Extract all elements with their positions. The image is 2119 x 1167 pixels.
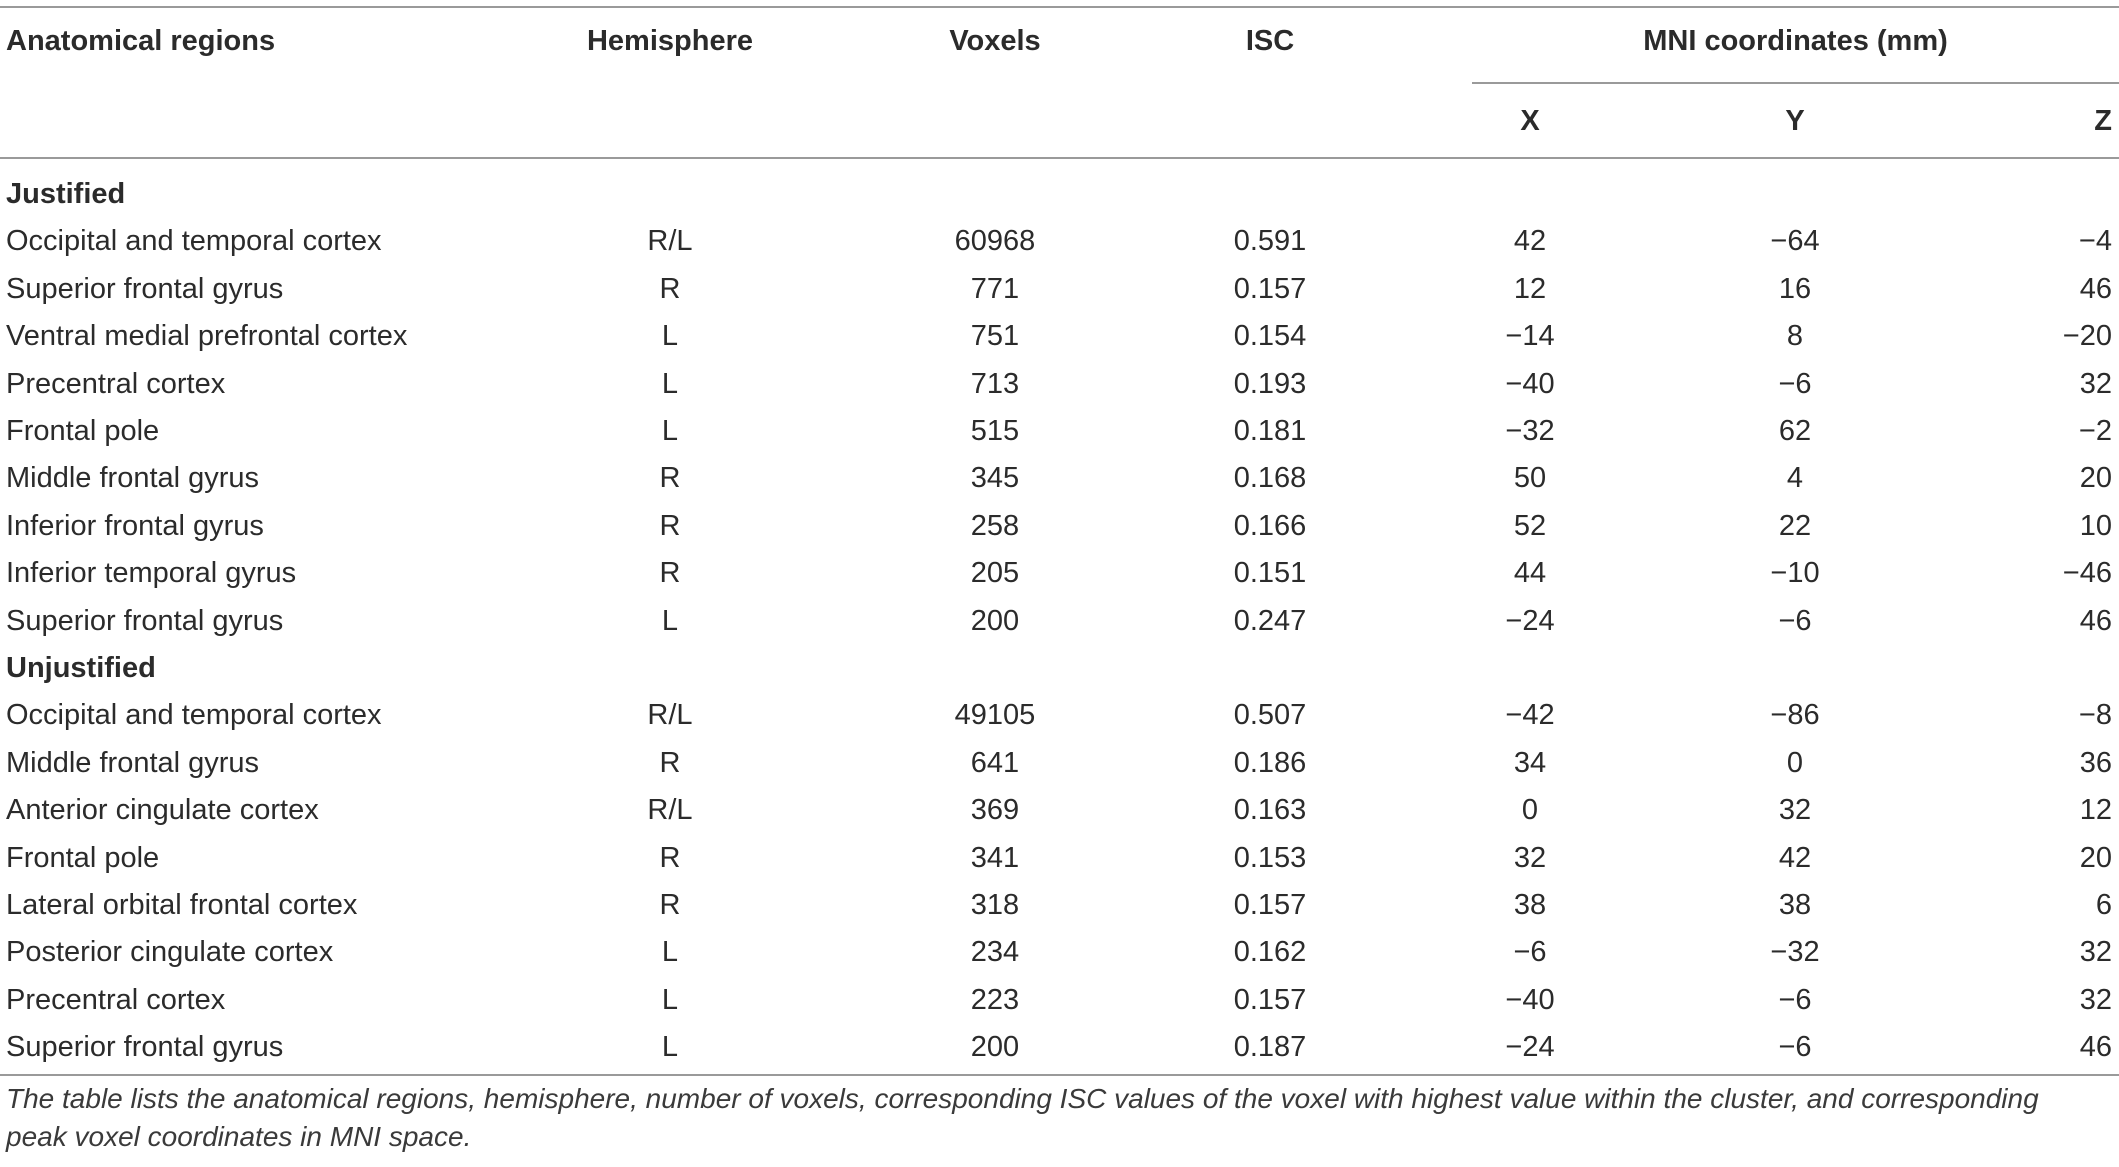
cell-y: −6 bbox=[1778, 1031, 1812, 1063]
cell-x: −32 bbox=[1505, 415, 1555, 447]
cell-y: −10 bbox=[1770, 557, 1820, 589]
cell-x: 42 bbox=[1513, 225, 1547, 257]
cell-voxels: 369 bbox=[970, 794, 1020, 826]
cell-hemisphere: L bbox=[661, 415, 679, 447]
cell-region: Inferior temporal gyrus bbox=[6, 557, 297, 589]
cell-y: 0 bbox=[1786, 747, 1804, 779]
cell-isc: 0.247 bbox=[1233, 605, 1307, 637]
header-isc: ISC bbox=[1245, 25, 1295, 57]
cell-voxels: 713 bbox=[970, 368, 1020, 400]
cell-region: Precentral cortex bbox=[6, 984, 226, 1016]
cell-isc: 0.157 bbox=[1233, 984, 1307, 1016]
cell-voxels: 205 bbox=[970, 557, 1020, 589]
cell-z: 32 bbox=[2079, 368, 2112, 400]
cell-z: 46 bbox=[2079, 605, 2112, 637]
section-title: Unjustified bbox=[6, 652, 156, 684]
header-z: Z bbox=[2094, 105, 2112, 137]
cell-hemisphere: R bbox=[659, 510, 681, 542]
table-bottom-rule bbox=[0, 1074, 2119, 1076]
cell-isc: 0.166 bbox=[1233, 510, 1307, 542]
cell-z: 46 bbox=[2079, 1031, 2112, 1063]
cell-hemisphere: L bbox=[661, 1031, 679, 1063]
cell-x: 50 bbox=[1513, 462, 1547, 494]
cell-isc: 0.157 bbox=[1233, 889, 1307, 921]
cell-region: Inferior frontal gyrus bbox=[6, 510, 264, 542]
cell-x: −14 bbox=[1505, 320, 1555, 352]
cell-region: Superior frontal gyrus bbox=[6, 1031, 284, 1063]
cell-x: 44 bbox=[1513, 557, 1547, 589]
cell-voxels: 641 bbox=[970, 747, 1020, 779]
cell-x: −24 bbox=[1505, 1031, 1555, 1063]
cell-hemisphere: R bbox=[659, 747, 681, 779]
cell-hemisphere: L bbox=[661, 936, 679, 968]
section-title: Justified bbox=[6, 178, 126, 210]
cell-voxels: 223 bbox=[970, 984, 1020, 1016]
cell-region: Occipital and temporal cortex bbox=[6, 225, 382, 257]
cell-hemisphere: L bbox=[661, 368, 679, 400]
cell-z: 10 bbox=[2079, 510, 2112, 542]
cell-x: 12 bbox=[1513, 273, 1547, 305]
cell-x: −6 bbox=[1513, 936, 1547, 968]
cell-y: −86 bbox=[1770, 699, 1820, 731]
cell-y: 42 bbox=[1778, 842, 1812, 874]
cell-y: 16 bbox=[1778, 273, 1812, 305]
mni-subheader-rule bbox=[1472, 82, 2119, 84]
header-bottom-rule bbox=[0, 157, 2119, 159]
cell-isc: 0.181 bbox=[1233, 415, 1307, 447]
cell-y: −64 bbox=[1770, 225, 1820, 257]
cell-region: Frontal pole bbox=[6, 842, 160, 874]
cell-isc: 0.153 bbox=[1233, 842, 1307, 874]
cell-y: −32 bbox=[1770, 936, 1820, 968]
cell-z: 20 bbox=[2079, 462, 2112, 494]
cell-hemisphere: L bbox=[661, 320, 679, 352]
cell-isc: 0.168 bbox=[1233, 462, 1307, 494]
cell-voxels: 200 bbox=[970, 1031, 1020, 1063]
cell-hemisphere: R bbox=[659, 273, 681, 305]
cell-isc: 0.193 bbox=[1233, 368, 1307, 400]
cell-y: 32 bbox=[1778, 794, 1812, 826]
cell-region: Superior frontal gyrus bbox=[6, 273, 284, 305]
cell-voxels: 515 bbox=[970, 415, 1020, 447]
cell-voxels: 345 bbox=[970, 462, 1020, 494]
cell-z: 32 bbox=[2079, 936, 2112, 968]
cell-region: Precentral cortex bbox=[6, 368, 226, 400]
cell-x: −24 bbox=[1505, 605, 1555, 637]
cell-y: 8 bbox=[1786, 320, 1804, 352]
cell-region: Middle frontal gyrus bbox=[6, 747, 260, 779]
cell-voxels: 200 bbox=[970, 605, 1020, 637]
header-y: Y bbox=[1785, 105, 1805, 137]
cell-y: 38 bbox=[1778, 889, 1812, 921]
cell-isc: 0.507 bbox=[1233, 699, 1307, 731]
cell-voxels: 60968 bbox=[954, 225, 1036, 257]
cell-y: 22 bbox=[1778, 510, 1812, 542]
cell-region: Middle frontal gyrus bbox=[6, 462, 260, 494]
cell-isc: 0.151 bbox=[1233, 557, 1307, 589]
cell-region: Superior frontal gyrus bbox=[6, 605, 284, 637]
table-caption: The table lists the anatomical regions, hemisphere, number of voxels, corresponding ISC values of the voxel with highest value within the cluster, and corresponding peak voxel coordinates in MNI space. bbox=[6, 1083, 2039, 1152]
cell-hemisphere: L bbox=[661, 984, 679, 1016]
cell-y: −6 bbox=[1778, 605, 1812, 637]
cell-x: 52 bbox=[1513, 510, 1547, 542]
cell-y: 4 bbox=[1786, 462, 1804, 494]
cell-voxels: 318 bbox=[970, 889, 1020, 921]
cell-z: 32 bbox=[2079, 984, 2112, 1016]
cell-z: −2 bbox=[2078, 415, 2112, 447]
cell-x: −40 bbox=[1505, 984, 1555, 1016]
cell-region: Ventral medial prefrontal cortex bbox=[6, 320, 408, 352]
cell-region: Frontal pole bbox=[6, 415, 160, 447]
cell-z: 46 bbox=[2079, 273, 2112, 305]
cell-isc: 0.157 bbox=[1233, 273, 1307, 305]
cell-y: −6 bbox=[1778, 368, 1812, 400]
cell-z: −46 bbox=[2062, 557, 2112, 589]
cell-hemisphere: L bbox=[661, 605, 679, 637]
cell-isc: 0.186 bbox=[1233, 747, 1307, 779]
cell-y: 62 bbox=[1778, 415, 1812, 447]
cell-voxels: 49105 bbox=[954, 699, 1036, 731]
cell-z: 36 bbox=[2079, 747, 2112, 779]
header-hemisphere: Hemisphere bbox=[586, 25, 753, 57]
header-voxels: Voxels bbox=[949, 25, 1041, 57]
cell-x: −42 bbox=[1505, 699, 1555, 731]
cell-z: −4 bbox=[2078, 225, 2112, 257]
cell-hemisphere: R bbox=[659, 842, 681, 874]
cell-isc: 0.591 bbox=[1233, 225, 1307, 257]
header-x: X bbox=[1520, 105, 1540, 137]
cell-voxels: 751 bbox=[970, 320, 1020, 352]
cell-region: Posterior cingulate cortex bbox=[6, 936, 334, 968]
cell-isc: 0.187 bbox=[1233, 1031, 1307, 1063]
cell-x: −40 bbox=[1505, 368, 1555, 400]
cell-isc: 0.163 bbox=[1233, 794, 1307, 826]
cell-region: Lateral orbital frontal cortex bbox=[6, 889, 358, 921]
cell-hemisphere: R/L bbox=[647, 794, 693, 826]
cell-voxels: 234 bbox=[970, 936, 1020, 968]
cell-voxels: 771 bbox=[970, 273, 1020, 305]
cell-z: 20 bbox=[2079, 842, 2112, 874]
header-mni-coordinates: MNI coordinates (mm) bbox=[1643, 25, 1948, 57]
cell-x: 32 bbox=[1513, 842, 1547, 874]
cell-region: Anterior cingulate cortex bbox=[6, 794, 319, 826]
cell-hemisphere: R/L bbox=[647, 225, 693, 257]
cell-z: 12 bbox=[2079, 794, 2112, 826]
cell-z: 6 bbox=[2095, 889, 2112, 921]
cell-hemisphere: R bbox=[659, 557, 681, 589]
cell-x: 0 bbox=[1521, 794, 1539, 826]
table-top-rule bbox=[0, 6, 2119, 8]
cell-y: −6 bbox=[1778, 984, 1812, 1016]
cell-isc: 0.162 bbox=[1233, 936, 1307, 968]
cell-hemisphere: R bbox=[659, 462, 681, 494]
cell-voxels: 341 bbox=[970, 842, 1020, 874]
header-anatomical-regions: Anatomical regions bbox=[6, 25, 276, 57]
cell-z: −8 bbox=[2078, 699, 2112, 731]
cell-x: 34 bbox=[1513, 747, 1547, 779]
cell-hemisphere: R/L bbox=[647, 699, 693, 731]
cell-voxels: 258 bbox=[970, 510, 1020, 542]
cell-x: 38 bbox=[1513, 889, 1547, 921]
cell-z: −20 bbox=[2062, 320, 2112, 352]
cell-isc: 0.154 bbox=[1233, 320, 1307, 352]
cell-region: Occipital and temporal cortex bbox=[6, 699, 382, 731]
cell-hemisphere: R bbox=[659, 889, 681, 921]
